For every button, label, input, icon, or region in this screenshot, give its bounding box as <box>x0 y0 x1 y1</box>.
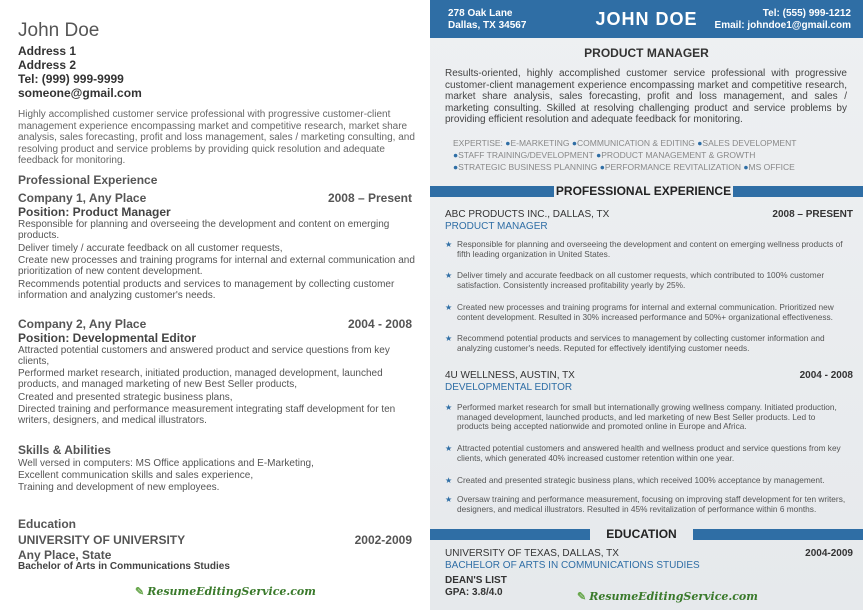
left-job2-line: Created and presented strategic business plans, <box>18 392 233 403</box>
left-job1-line: Recommends potential products and services to management by collecting customer information and analyzing customer's needs. <box>18 279 395 302</box>
check-icon: ● <box>743 162 749 172</box>
left-logo <box>135 585 316 598</box>
left-education-heading: Education <box>18 517 77 531</box>
right-job2-company: 4U WELLNESS, AUSTIN, TX <box>445 370 575 381</box>
right-job2-bullet: ★ Performed market research for small but internationally growing wellness company. Initiated production, managed development, launched products, and led marketing of new Best Seller products. Led to products being accepted nationwide and promoted online in Europe and Africa. <box>445 402 837 432</box>
right-job-title: PRODUCT MANAGER <box>584 46 709 60</box>
left-job2-dates: 2004 - 2008 <box>347 317 412 331</box>
left-school: UNIVERSITY OF UNIVERSITY <box>18 533 186 547</box>
left-skill: Excellent communication skills and sales experience, <box>18 470 254 481</box>
left-job2-position: Position: Developmental Editor <box>18 331 197 345</box>
header-name: JOHN DOE <box>595 9 698 29</box>
left-tel: Tel: (999) 999-9999 <box>18 72 124 86</box>
star-icon: ★ <box>445 334 453 343</box>
check-icon: ● <box>453 162 459 172</box>
right-job1-role: PRODUCT MANAGER <box>445 221 548 232</box>
right-school: UNIVERSITY OF TEXAS, DALLAS, TX <box>445 548 619 559</box>
right-logo <box>577 590 758 603</box>
expertise-line <box>453 138 796 148</box>
experience-heading: PROFESSIONAL EXPERIENCE <box>555 184 732 198</box>
left-name: John Doe <box>18 20 100 41</box>
left-job1-line: Deliver timely / accurate feedback on all customer requests, <box>18 243 283 254</box>
left-experience-heading: Professional Experience <box>18 173 158 187</box>
right-degree: BACHELOR OF ARTS IN COMMUNICATIONS STUDIES <box>445 560 700 571</box>
right-job1-bullet: ★ Recommend potential products and services to management by collecting customer information and analyzing customer's needs. Reputed for effectively identifying customer needs. <box>445 333 825 353</box>
header-email: Email: johndoe1@gmail.com <box>714 20 851 31</box>
right-gpa: GPA: 3.8/4.0 <box>445 587 503 598</box>
right-job1-bullet: ★ Deliver timely and accurate feedback on all customer requests, which contributed to 100% customer satisfaction. Consistently increased profitability yearly by 25%. <box>445 270 825 290</box>
left-job2-line: Directed training and performance measurement integrating staff development for ten writers, designers, and medical illustrators. <box>18 404 396 427</box>
section-band-left <box>430 186 554 197</box>
left-school-dates: 2002-2009 <box>354 533 412 547</box>
left-degree: Bachelor of Arts in Communications Studies <box>18 561 230 572</box>
left-job1-line: Create new processes and training programs for internal and external communication and prioritization of new content development. <box>18 255 415 278</box>
left-address2: Address 2 <box>18 58 77 72</box>
left-school-place: Any Place, State <box>18 548 112 562</box>
expertise-item: MS OFFICE <box>748 162 795 172</box>
right-job1-bullet: ★ Responsible for planning and overseeing the development and content on emerging wellness products of fifth leading organization in United States. <box>445 239 843 259</box>
expertise-item: SALES DEVELOPMENT <box>702 138 797 148</box>
left-job2-line: Attracted potential customers and answered product and service questions from key clients, <box>18 345 390 368</box>
left-job1-line: Responsible for planning and overseeing the development and content on emerging products. <box>18 219 390 242</box>
right-job2-bullet: ★ Attracted potential customers and answered health and wellness product and service questions from key clients, which generated 40% increased customer retention within one year. <box>445 443 841 463</box>
expertise-item: PERFORMANCE REVITALIZATION <box>604 162 742 172</box>
plain-resume <box>0 0 430 610</box>
right-job2-bullet: ★ Oversaw training and performance measurement, focusing on improving staff development for ten writers, designers, and medical illustrators. Resulted in 45% revitalization of performance within 6 months. <box>445 494 846 514</box>
pencil-icon: ✎ <box>577 590 587 603</box>
expertise-item: E-MARKETING <box>510 138 570 148</box>
right-job1-bullet: ★ Created new processes and training programs for internal and external communication. Prioritized new content development. Resulted in 30% increased performance and 50%+ organizational effectiveness. <box>445 302 834 322</box>
left-job1-dates: 2008 – Present <box>327 191 412 205</box>
header-bar <box>430 0 863 38</box>
star-icon: ★ <box>445 303 453 312</box>
right-job2-dates: 2004 - 2008 <box>799 370 853 381</box>
header-address-line2: Dallas, TX 34567 <box>448 20 527 31</box>
right-job2-bullet: ★ Created and presented strategic business plans, which received 100% acceptance by management. <box>445 475 825 485</box>
check-icon: ● <box>571 138 577 148</box>
left-job2-line: Performed market research, initiated production, managed development, launched products, and managed marketing of new Best Seller products, <box>18 368 383 391</box>
star-icon: ★ <box>445 495 453 504</box>
star-icon: ★ <box>445 240 453 249</box>
header-tel: Tel: (555) 999-1212 <box>762 8 851 19</box>
right-school-dates: 2004-2009 <box>805 548 853 559</box>
left-job1-position: Position: Product Manager <box>18 205 171 219</box>
star-icon: ★ <box>445 444 453 453</box>
star-icon: ★ <box>445 476 453 485</box>
left-logo-text: ResumeEditingService.com <box>147 585 316 598</box>
check-icon: ● <box>505 138 511 148</box>
star-icon: ★ <box>445 403 453 412</box>
pencil-icon: ✎ <box>135 585 145 598</box>
right-summary: Results-oriented, highly accomplished customer service professional with progressive customer-client management experience encompassing market and competitive research, market share analysis, sales forecasting, profit and loss management, and sales / marketing consulting. Skilled at resolving challenging product and service problems by providing efficient resolution and adequate feedback for monitoring. <box>445 68 847 126</box>
expertise-item: PRODUCT MANAGEMENT & GROWTH <box>601 150 756 160</box>
section-band-left <box>430 529 590 540</box>
right-honor: DEAN'S LIST <box>445 575 507 586</box>
right-job2-role: DEVELOPMENTAL EDITOR <box>445 382 573 393</box>
left-skill: Training and development of new employees. <box>18 482 220 493</box>
header-address-line1: 278 Oak Lane <box>448 8 513 19</box>
left-summary: Highly accomplished customer service professional with progressive customer-client management experience encompassing market and competitive research, market share analysis, sales forecasting, profit and loss management, sales / marketing consulting, and resolving product and service problems by providing quick resolution and adequate feedback for monitoring. <box>18 109 415 167</box>
right-job1-dates: 2008 – PRESENT <box>772 209 853 220</box>
section-band-right <box>693 529 863 540</box>
check-icon: ● <box>596 150 602 160</box>
right-logo-text: ResumeEditingService.com <box>589 590 758 603</box>
left-job2-company: Company 2, Any Place <box>18 317 147 331</box>
expertise-line <box>453 162 795 172</box>
check-icon: ● <box>697 138 703 148</box>
expertise-line <box>453 150 755 160</box>
section-band-right <box>733 186 863 197</box>
expertise-item: STRATEGIC BUSINESS PLANNING <box>458 162 598 172</box>
check-icon: ● <box>453 150 459 160</box>
education-heading: EDUCATION <box>606 527 677 541</box>
left-skill: Well versed in computers: MS Office applications and E-Marketing, <box>18 458 314 469</box>
right-job1-company: ABC PRODUCTS INC., DALLAS, TX <box>445 209 610 220</box>
expertise-item: STAFF TRAINING/DEVELOPMENT <box>458 150 594 160</box>
left-skills-heading: Skills & Abilities <box>18 443 111 457</box>
left-job1-company: Company 1, Any Place <box>18 191 147 205</box>
left-email: someone@gmail.com <box>18 86 142 100</box>
header-contact <box>715 8 851 32</box>
star-icon: ★ <box>445 271 453 280</box>
expertise-label: EXPERTISE: <box>453 138 503 148</box>
left-address1: Address 1 <box>18 44 77 58</box>
check-icon: ● <box>599 162 605 172</box>
expertise-item: COMMUNICATION & EDITING <box>576 138 695 148</box>
